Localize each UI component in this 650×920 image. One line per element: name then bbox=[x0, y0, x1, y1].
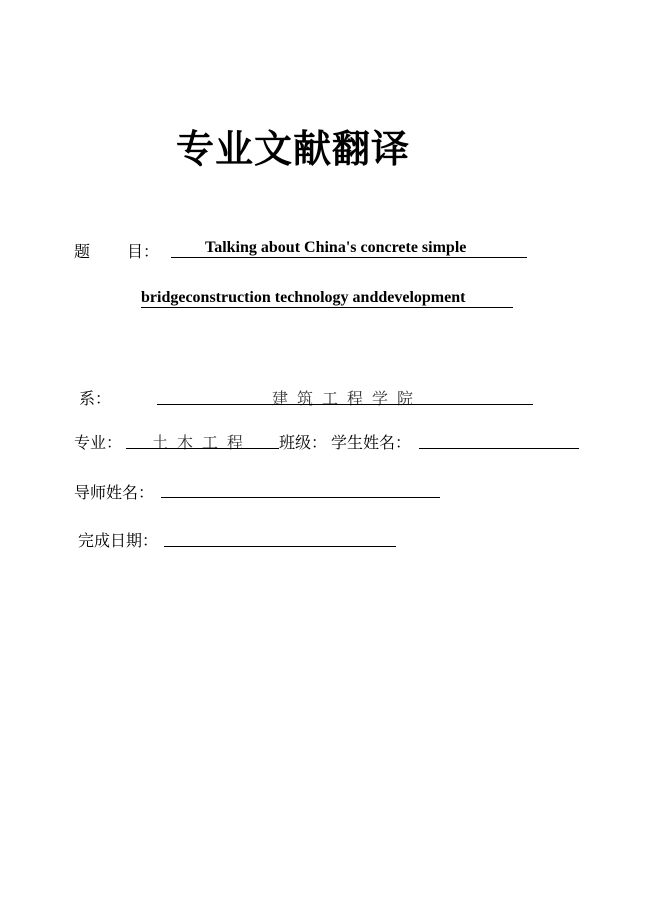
topic-label: 题 bbox=[74, 242, 91, 261]
department-underline bbox=[157, 404, 533, 405]
completion-date-label: 完成日期： bbox=[78, 531, 159, 550]
student-name-underline bbox=[419, 448, 579, 449]
completion-date-underline bbox=[164, 546, 396, 547]
topic-line-2-underline bbox=[141, 307, 513, 308]
student-name-label: 学生姓名： bbox=[331, 433, 412, 452]
major-underline bbox=[126, 448, 279, 449]
department-label: 系： bbox=[79, 389, 112, 408]
major-value: 土木工程 bbox=[152, 433, 253, 452]
advisor-underline bbox=[161, 497, 440, 498]
topic-line-1-underline bbox=[171, 257, 527, 258]
class-label: 班级： bbox=[279, 433, 328, 452]
major-label: 专业： bbox=[74, 433, 123, 452]
advisor-label: 导师姓名： bbox=[74, 483, 155, 502]
document-title: 专业文献翻译 bbox=[176, 127, 411, 171]
topic-line-1: Talking about China's concrete simple bbox=[205, 239, 467, 256]
department-value: 建筑工程学院 bbox=[272, 389, 423, 408]
topic-line-2: bridgeconstruction technology anddevelopment bbox=[141, 289, 466, 306]
topic-label-2: 目： bbox=[127, 242, 160, 261]
